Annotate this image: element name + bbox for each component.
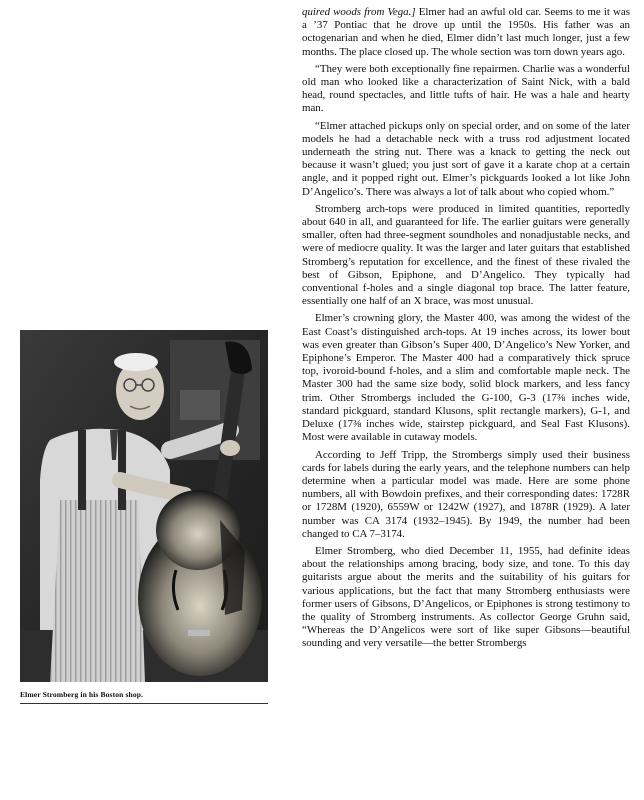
photo-caption: Elmer Stromberg in his Boston shop. <box>20 690 144 699</box>
paragraph-4: Stromberg arch-tops were produced in limited quantities, reportedly about 640 in all, and guaranteed for life. The earlier guitars were generally smaller, often had three-segment soundholes and nonadjustable necks, and were of mediocre quality. It was the larger and later guitars that established Stromberg’s reputation for excellence, and the finest of these rivaled the best of Gibson, Epiphone, and D’Angelico. They typically had conventional f-holes and a single diagonal top brace. The latter feature, essentially one half of an X brace, was most unusual. <box>302 202 630 308</box>
photo-illustration <box>20 330 268 682</box>
photo-figure <box>20 330 268 704</box>
paragraph-2: “They were both exceptionally fine repairmen. Charlie was a wonderful old man who looked like a characterization of Saint Nick, with a bald head, round spectacles, and little tufts of hair. He was a hale and hearty man. <box>302 62 630 115</box>
paragraph-7: Elmer Stromberg, who died December 11, 1955, had definite ideas about the relationships among bracing, body size, and tone. To this day guitarists argue about the merits and the suitability of his guitars for various applications, but the fact that many Stromberg enthusiasts were former users of Gibsons, D’Angelicos, or Epiphones is strong testimony to the quality of Stromberg instruments. As collector George Gruhn said, “Whereas the D’Angelicos were sort of like super Gibsons—beautiful sounding and very versatile—the better Strombergs <box>302 544 630 650</box>
paragraph-3: “Elmer attached pickups only on special order, and on some of the later models he had a detachable neck with a truss rod adjustment located underneath the string nut. There was a knack to getting the neck out because it wasn’t glued; you just sort of gave it a karate chop at a certain angle, and it popped right out. Elmer’s pickguards looked a lot like John D’Angelico’s. There was always a lot of talk about who copied whom.” <box>302 119 630 198</box>
paragraph-5: Elmer’s crowning glory, the Master 400, was among the widest of the East Coast’s distinguished arch-tops. At 19 inches across, its lower bout was even greater than Gibson’s Super 400, D’Angelico’s New Yorker, and Epiphone’s Emperor. The Master 400 had a comparatively thick spruce top, ivoroid-bound f-holes, and a slim and comfortable maple neck. The Master 300 had the same size body, solid block markers, and less fancy trim. Other Strombergs included the G-100, G-3 (17⅜ inches wide, standard pickguard, standard Klusons, split rectangle markers), G-1, and Deluxe (17⅜ inches wide, stairstep pickguard, and Seal Fast Klusons). Most were available in cutaway models. <box>302 312 630 444</box>
article-body <box>302 6 630 651</box>
photo-elmer-stromberg <box>20 330 268 682</box>
paragraph-1 <box>302 6 630 59</box>
italic-lead: quired woods from Vega.] <box>302 6 416 18</box>
caption-divider <box>20 703 268 704</box>
paragraph-6: According to Jeff Tripp, the Strombergs simply used their business cards for labels during the early years, and the telephone numbers can help determine when a particular model was made. Here are some phone numbers, all with Bowdoin prefixes, and their corresponding dates: 1728R or 1728M (1920), 6559W or 1242W (1927), and 1878R (1929). A later number was CA 3174 (1932–1945). By 1949, the number had been changed to CA 7–3174. <box>302 448 630 540</box>
paragraph-text: Elmer had an awful old car. Seems to me it was a ’37 Pontiac that he drove up until the 1950s. His father was an octogenarian and when he died, Elmer didn’t last much longer, just a few months. The place closed up. The whole section was torn down years ago. <box>302 6 630 58</box>
